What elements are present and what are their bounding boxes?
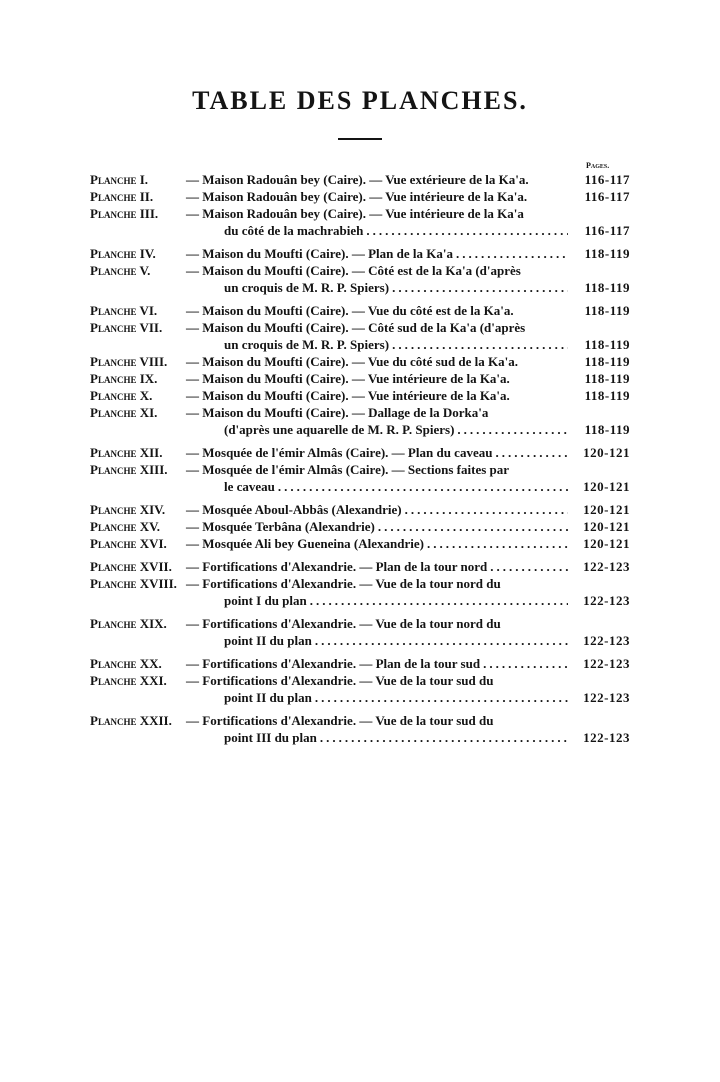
plate-pages: 118-119	[584, 388, 630, 403]
plate-entry-9	[90, 370, 630, 387]
title-rule	[338, 138, 382, 140]
plate-description: — Mosquée de l'émir Almâs (Caire). — Sections faites par	[186, 462, 510, 477]
plate-label: Planche III.	[90, 206, 159, 221]
plate-label: Planche XV.	[90, 519, 161, 534]
plate-entry-20	[90, 655, 630, 672]
plate-description: — Maison du Moufti (Caire). — Dallage de la Dorka'a	[186, 405, 489, 420]
plate-description-cont: point III du plan	[224, 730, 317, 745]
plate-description: — Fortifications d'Alexandrie. — Vue de la tour sud du	[186, 673, 494, 688]
plate-description-cont: un croquis de M. R. P. Spiers)	[224, 337, 390, 352]
plate-description-cont: point II du plan	[224, 690, 312, 705]
plate-entry-17	[90, 558, 630, 575]
plate-label: Planche XXI.	[90, 673, 167, 688]
leader-dots	[454, 421, 568, 438]
plate-entry-14	[90, 501, 630, 518]
plate-description: — Mosquée Aboul-Abbâs (Alexandrie)	[186, 502, 402, 517]
plate-description: — Fortifications d'Alexandrie. — Vue de la tour nord du	[186, 576, 501, 591]
plate-pages: 122-123	[583, 690, 630, 705]
plate-pages: 118-119	[584, 280, 630, 295]
plate-entry-1	[90, 171, 630, 188]
plate-pages: 118-119	[584, 354, 630, 369]
plate-pages: 118-119	[584, 337, 630, 352]
plate-pages: 120-121	[583, 536, 630, 551]
leader-dots	[487, 558, 568, 575]
leader-dots	[312, 689, 568, 706]
plate-description: — Fortifications d'Alexandrie. — Plan de la tour sud	[186, 656, 481, 671]
plate-entry-3	[90, 205, 630, 239]
plate-label: Planche X.	[90, 388, 153, 403]
leader-dots	[307, 592, 568, 609]
plate-description: — Maison du Moufti (Caire). — Côté est de la Ka'a (d'après	[186, 263, 521, 278]
plate-description: — Maison Radouân bey (Caire). — Vue intérieure de la Ka'a	[186, 206, 524, 221]
plate-description-cont: le caveau	[224, 479, 275, 494]
plate-entry-4	[90, 245, 630, 262]
plate-entry-18	[90, 575, 630, 609]
plate-entry-21	[90, 672, 630, 706]
leader-dots	[402, 501, 568, 518]
plate-description: — Fortifications d'Alexandrie. — Vue de la tour nord du	[186, 616, 501, 631]
plate-description-cont: point I du plan	[224, 593, 307, 608]
plate-description: — Mosquée de l'émir Almâs (Caire). — Plan du caveau	[186, 445, 493, 460]
plate-entry-10	[90, 387, 630, 404]
pages-column-header: Pages.	[586, 161, 610, 170]
plate-pages: 116-117	[584, 189, 630, 204]
plate-pages: 118-119	[584, 371, 630, 386]
plate-label: Planche XIX.	[90, 616, 167, 631]
plate-description: — Maison du Moufti (Caire). — Vue intérieure de la Ka'a.	[186, 371, 510, 386]
plate-entry-7	[90, 319, 630, 353]
plate-description: — Maison du Moufti (Caire). — Vue du côté sud de la Ka'a.	[186, 354, 519, 369]
plate-entry-8	[90, 353, 630, 370]
leader-dots	[312, 632, 568, 649]
plate-description: — Fortifications d'Alexandrie. — Plan de la tour nord	[186, 559, 488, 574]
plate-entry-5	[90, 262, 630, 296]
plate-pages: 122-123	[583, 656, 630, 671]
plate-description: — Maison du Moufti (Caire). — Côté sud de la Ka'a (d'après	[186, 320, 526, 335]
plates-list	[90, 171, 630, 746]
plate-description-cont: un croquis de M. R. P. Spiers)	[224, 280, 390, 295]
plate-label: Planche XVI.	[90, 536, 167, 551]
plate-pages: 120-121	[583, 502, 630, 517]
plate-label: Planche II.	[90, 189, 154, 204]
plate-entry-22	[90, 712, 630, 746]
plate-label: Planche IX.	[90, 371, 158, 386]
leader-dots	[275, 478, 568, 495]
plate-description: — Maison Radouân bey (Caire). — Vue intérieure de la Ka'a.	[186, 189, 528, 204]
plate-label: Planche XII.	[90, 445, 163, 460]
plate-entry-13	[90, 461, 630, 495]
plate-entry-2	[90, 188, 630, 205]
plate-pages: 120-121	[583, 479, 630, 494]
leader-dots	[375, 518, 568, 535]
plate-description: — Maison Radouân bey (Caire). — Vue extérieure de la Ka'a.	[186, 172, 529, 187]
plate-pages: 118-119	[584, 422, 630, 437]
plate-pages: 116-117	[584, 223, 630, 238]
leader-dots	[453, 245, 568, 262]
plate-entry-12	[90, 444, 630, 461]
plate-label: Planche IV.	[90, 246, 156, 261]
plate-label: Planche XIV.	[90, 502, 166, 517]
plate-description: — Maison du Moufti (Caire). — Plan de la Ka'a	[186, 246, 453, 261]
leader-dots	[389, 279, 568, 296]
plate-description: — Maison du Moufti (Caire). — Vue du côté est de la Ka'a.	[186, 303, 514, 318]
plate-pages: 118-119	[584, 303, 630, 318]
plate-label: Planche I.	[90, 172, 149, 187]
plate-description-cont: point II du plan	[224, 633, 312, 648]
leader-dots	[492, 444, 568, 461]
plate-pages: 120-121	[583, 445, 630, 460]
plate-entry-16	[90, 535, 630, 552]
plate-label: Planche XIII.	[90, 462, 168, 477]
plate-pages: 122-123	[583, 559, 630, 574]
plate-entry-19	[90, 615, 630, 649]
plate-description: — Mosquée Ali bey Gueneina (Alexandrie)	[186, 536, 424, 551]
plate-pages: 118-119	[584, 246, 630, 261]
plate-label: Planche XVIII.	[90, 576, 177, 591]
plate-label: Planche XVII.	[90, 559, 172, 574]
page-title: TABLE DES PLANCHES.	[192, 86, 528, 115]
plate-description: — Mosquée Terbâna (Alexandrie)	[186, 519, 375, 534]
plate-pages: 116-117	[584, 172, 630, 187]
plate-entry-6	[90, 302, 630, 319]
plate-label: Planche XXII.	[90, 713, 172, 728]
plate-pages: 120-121	[583, 519, 630, 534]
plate-entry-11	[90, 404, 630, 438]
leader-dots	[480, 655, 568, 672]
plate-label: Planche V.	[90, 263, 151, 278]
plate-entry-15	[90, 518, 630, 535]
plate-pages: 122-123	[583, 730, 630, 745]
plate-description-cont: (d'après une aquarelle de M. R. P. Spiers)	[224, 422, 455, 437]
plate-label: Planche XI.	[90, 405, 158, 420]
plate-label: Planche VIII.	[90, 354, 168, 369]
plate-pages: 122-123	[583, 593, 630, 608]
plate-description-cont: du côté de la machrabieh	[224, 223, 364, 238]
leader-dots	[363, 222, 568, 239]
plate-pages: 122-123	[583, 633, 630, 648]
leader-dots	[389, 336, 568, 353]
plate-label: Planche VI.	[90, 303, 158, 318]
leader-dots	[424, 535, 568, 552]
leader-dots	[317, 729, 568, 746]
plate-description: — Maison du Moufti (Caire). — Vue intérieure de la Ka'a.	[186, 388, 510, 403]
plate-label: Planche VII.	[90, 320, 163, 335]
plate-description: — Fortifications d'Alexandrie. — Vue de la tour sud du	[186, 713, 494, 728]
plate-label: Planche XX.	[90, 656, 162, 671]
